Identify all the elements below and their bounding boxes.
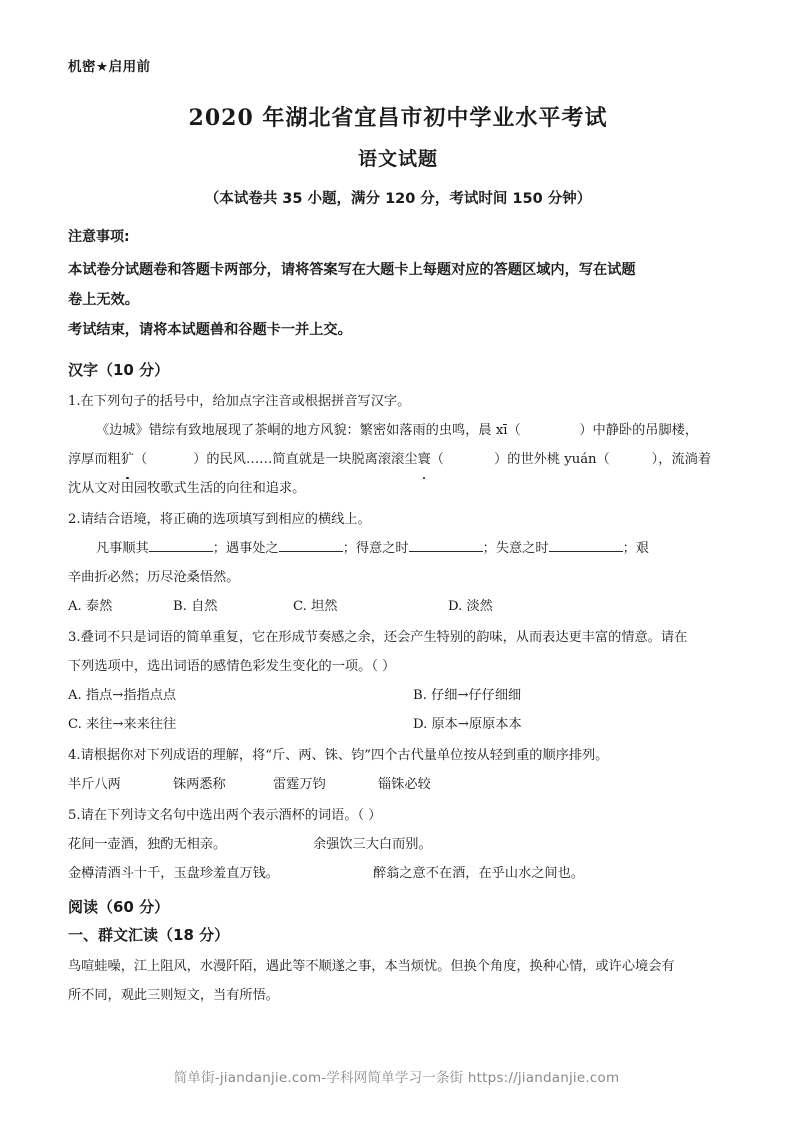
q2-label-b: ；遇事处之 [212, 541, 279, 556]
notice-line-2: 卷上无效。 [68, 292, 139, 308]
section-heading-hanzi: 汉字（10 分） [68, 361, 170, 379]
question-2 [68, 505, 728, 621]
reading-intro-line-1: 鸟喧蛙噪，江上阻风，水漫阡陌，遇此等不顺遂之事，本当烦忧。但换个角度，换种心情，或许心境会有 [68, 959, 675, 974]
q2-label-d: ；失意之时 [482, 541, 549, 556]
q4-idiom-1: 半斤八两 [68, 777, 121, 792]
section-heading-reading: 阅读（60 分） [68, 898, 170, 916]
q5-verse-2-right: 醉翁之意不在酒，在乎山水之间也。 [373, 866, 584, 881]
q3-option-d[interactable]: D. 原本→原原本本 [413, 717, 522, 732]
question-4 [68, 741, 728, 799]
q2-label-c: ；得意之时 [342, 541, 409, 556]
q4-idiom-3: 雷霆万钧 [273, 777, 326, 792]
q2-option-d[interactable]: D. 淡然 [448, 599, 493, 614]
q1-paren-open-3: （ [430, 452, 444, 467]
q1-text-a: 《边城》错综有致地展现了茶峒的地方风貌：繁密如落雨的虫鸣，晨 x [96, 423, 504, 438]
q2-blank-3[interactable] [409, 551, 483, 552]
exam-meta-info: （本试卷共 35 小题，满分 120 分，考试时间 150 分钟） [204, 191, 592, 207]
q4-idiom-2: 铢两悉称 [173, 777, 226, 792]
notice-heading: 注意事项: [68, 229, 130, 245]
subsection-heading-group-reading: 一、群文汇读（18 分） [68, 926, 230, 944]
q1-pinyin-xi: ī [503, 423, 508, 438]
q1-text-b: ）中静卧的吊脚楼， [579, 423, 699, 438]
q1-text-d: ）的民风……简直就是一块脱离滚滚尘 [193, 452, 418, 467]
question-1-passage-line-1 [68, 416, 728, 445]
q1-dotted-char-huan: 寰 [417, 445, 430, 474]
question-3-stem-line-2: 下列选项中，选出词语的感情色彩发生变化的一项。（ ） [68, 659, 396, 674]
question-3-stem-line-1: 3.叠词不只是词语的简单重复，它在形成节奏感之余，还会产生特别的韵味，从而表达更丰富的情意。请在 [68, 630, 688, 645]
q5-verse-1-right: 余强饮三大白而别。 [313, 837, 432, 852]
q1-paren-open-2: （ [133, 452, 148, 467]
q5-verse-2-left: 金樽清酒斗十千，玉盘珍羞直万钱。 [68, 866, 279, 881]
question-1-passage-line-3: 沈从文对田园牧歌式生活的向往和追求。 [68, 481, 306, 496]
q3-option-c[interactable]: C. 来往→来来往往 [68, 717, 177, 732]
page-subtitle: 语文试题 [357, 148, 438, 170]
question-2-fill-line-2: 辛曲折必然；历尽沧桑悟然。 [68, 570, 240, 585]
question-1 [68, 387, 728, 503]
question-1-stem: 1.在下列句子的括号中，给加点字注音或根据拼音写汉字。 [68, 394, 411, 409]
q2-option-b[interactable]: B. 自然 [173, 599, 218, 614]
q1-text-c: 淳厚而粗 [68, 452, 121, 467]
question-2-stem: 2.请结合语境，将正确的选项填写到相应的横线上。 [68, 512, 371, 527]
question-3 [68, 623, 728, 739]
q2-label-e: ；艰 [622, 541, 649, 556]
q1-dotted-char-guang: 犷 [121, 445, 134, 474]
q1-text-e: ）的世外桃 yuán（ [494, 452, 610, 467]
q2-option-c[interactable]: C. 坦然 [293, 599, 338, 614]
question-3-options-row-1 [68, 681, 728, 710]
question-1-passage-line-2 [68, 445, 728, 474]
q2-label-a: 凡事顺其 [96, 541, 149, 556]
q2-blank-2[interactable] [279, 551, 343, 552]
question-5 [68, 801, 728, 888]
footer-watermark: 简单街-jiandanjie.com-学科网简单学习一条街 https://jiandanjie.com [173, 1070, 620, 1086]
q1-paren-open-1: （ [507, 423, 521, 438]
page-content [68, 55, 728, 1010]
question-4-stem: 4.请根据你对下列成语的理解，将“斤、两、铢、钧”四个古代量单位按从轻到重的顺序排列。 [68, 748, 609, 763]
question-5-verse-row-1 [68, 830, 728, 859]
notice-line-1: 本试卷分试题卷和答题卡两部分，请将答案写在大题卡上每题对应的答题区域内，写在试题 [68, 262, 636, 278]
q2-option-a[interactable]: A. 泰然 [68, 599, 113, 614]
question-5-verse-row-2 [68, 859, 728, 888]
q5-verse-1-left: 花间一壶酒，独酌无相亲。 [68, 837, 227, 852]
q3-option-a[interactable]: A. 指点→指指点点 [68, 688, 177, 703]
notice-line-3: 考试结束，请将本试题兽和谷题卡一并上交。 [68, 322, 352, 338]
q2-blank-1[interactable] [149, 551, 213, 552]
q2-blank-4[interactable] [549, 551, 623, 552]
q1-text-f: ），流淌着 [651, 452, 712, 467]
question-5-stem: 5.请在下列诗文名句中选出两个表示酒杯的词语。（ ） [68, 808, 382, 823]
page-title: 2020 年湖北省宜昌市初中学业水平考试 [188, 105, 608, 131]
question-3-options-row-2 [68, 710, 728, 739]
question-2-options [68, 592, 728, 621]
reading-intro-line-2: 所不同，观此三则短文，当有所悟。 [68, 988, 279, 1003]
q3-option-b[interactable]: B. 仔细→仔仔细细 [413, 688, 522, 703]
question-4-idiom-list [68, 770, 728, 799]
question-2-fill-line-1 [68, 534, 728, 563]
confidential-notice: 机密★启用前 [68, 59, 151, 75]
q4-idiom-4: 锱铢必较 [378, 777, 431, 792]
